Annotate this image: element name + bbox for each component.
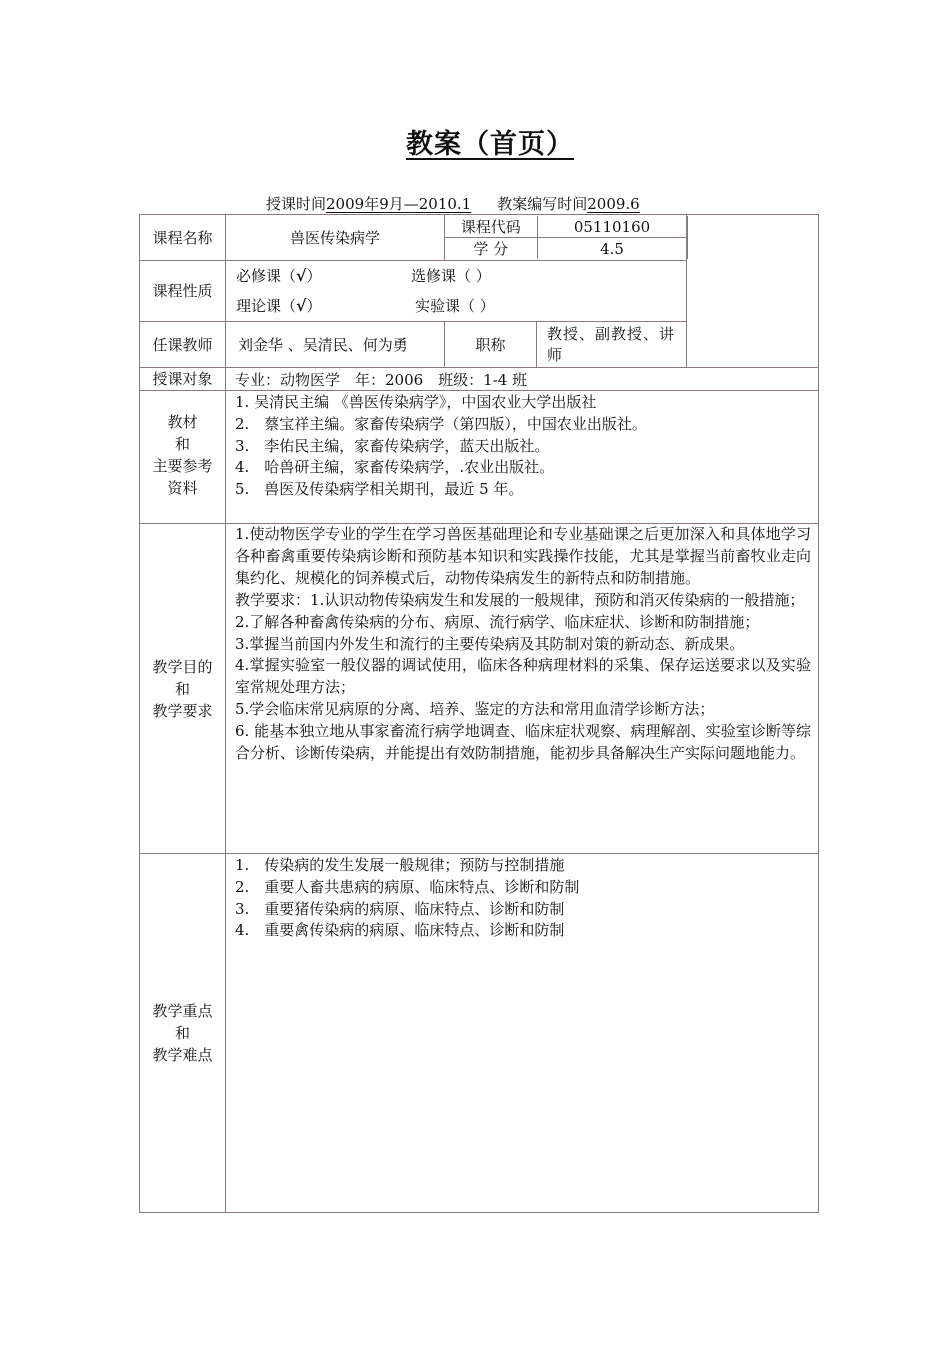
textbooks-label: 教材 和 主要参考 资料 <box>140 391 226 524</box>
rank-value: 教授、副教授、讲师 <box>537 322 687 368</box>
course-row <box>140 215 819 261</box>
audience-label: 授课对象 <box>140 368 226 391</box>
list-item: 2. 重要人畜共患病的病原、临床特点、诊断和防制 <box>235 877 580 896</box>
schedule-line <box>266 193 640 214</box>
list-item: 1. 传染病的发生发展一般规律；预防与控制措施 <box>235 856 565 874</box>
list-item: 4. 重要禽传染病的病原、临床特点、诊断和防制 <box>235 921 565 940</box>
course-code-credit <box>445 215 687 261</box>
keypoints-row <box>140 854 819 1213</box>
objective-paragraph: 1.使动物医学专业的学生在学习兽医基础理论和专业基础课之后更加深入和具体地学习各种畜禽重要传染病诊断和预防基本知识和实践操作技能，尤其是掌握当前畜牧业走向集约化、规模化的饲养模式后，动物传染病发生的新特点和防制措施。 <box>235 525 811 587</box>
time-label: 授课时间 <box>266 195 327 213</box>
course-code-value: 05110160 <box>537 216 687 238</box>
blank-cell <box>687 215 819 368</box>
list-item: 5. 兽医及传染病学相关期刊，最近 5 年。 <box>235 480 524 499</box>
list-item: 2. 蔡宝祥主编。家畜传染病学（第四版），中国农业出版社。 <box>235 414 647 433</box>
textbooks-row <box>140 391 819 524</box>
nature-label: 课程性质 <box>140 261 226 322</box>
list-item: 1. 吴清民主编 《兽医传染病学》，中国农业大学出版社 <box>235 393 597 411</box>
page-title: 教案（首页） <box>406 129 574 160</box>
lesson-plan-table <box>139 214 819 1213</box>
objective-paragraph: 6. 能基本独立地从事家畜流行病学地调查、临床症状观察、病理解剖、实验室诊断等综合分析、诊断传染病，并能提出有效防制措施，能初步具备解决生产实际问题地能力。 <box>235 722 811 763</box>
rank-label: 职称 <box>445 322 537 368</box>
write-label: 教案编写时间 <box>497 195 588 213</box>
keypoints-label: 教学重点 和 教学难点 <box>140 854 226 1213</box>
objectives-label: 教学目的 和 教学要求 <box>140 524 226 854</box>
credit-label: 学 分 <box>445 238 537 260</box>
list-item: 4. 哈兽研主编，家畜传染病学，.农业出版社。 <box>235 458 555 477</box>
teacher-value: 刘金华 、吴清民、何为勇 <box>226 322 445 368</box>
nature-options <box>226 261 687 322</box>
objective-paragraph: 5.学会临床常见病原的分离、培养、鉴定的方法和常用血清学诊断方法； <box>235 700 715 719</box>
audience-value: 专业：动物医学 年：2006 班级：1-4 班 <box>226 368 819 391</box>
textbooks-list <box>226 391 819 524</box>
audience-row <box>140 368 819 391</box>
objective-paragraph: 教学要求：1.认识动物传染病发生和发展的一般规律，预防和消灭传染病的一般措施； <box>235 590 805 609</box>
course-name-value: 兽医传染病学 <box>226 215 445 261</box>
required-course: 必修课（√） <box>236 266 322 285</box>
theory-course: 理论课（√） <box>236 296 322 315</box>
objective-paragraph: 3.掌握当前国内外发生和流行的主要传染病及其防制对策的新动态、新成果。 <box>235 634 745 653</box>
objective-paragraph: 2.了解各种畜禽传染病的分布、病原、流行病学、临床症状、诊断和防制措施； <box>235 612 760 631</box>
elective-course: 选修课（ ） <box>411 267 491 285</box>
lab-course: 实验课（ ） <box>415 297 495 315</box>
list-item: 3. 重要猪传染病的病原、临床特点、诊断和防制 <box>235 899 565 918</box>
time-value: 2009年9月—2010.1 <box>326 195 472 213</box>
objectives-text <box>226 524 819 854</box>
course-name-label: 课程名称 <box>140 215 226 261</box>
objectives-row <box>140 524 819 854</box>
credit-value: 4.5 <box>537 238 687 260</box>
keypoints-list <box>226 854 819 1213</box>
objective-paragraph: 4.掌握实验室一般仪器的调试使用，临床各种病理材料的采集、保存运送要求以及实验室常规处理方法； <box>235 656 811 697</box>
check-icon: √ <box>296 296 307 315</box>
check-icon: √ <box>296 266 307 285</box>
course-code-label: 课程代码 <box>445 216 537 238</box>
write-value: 2009.6 <box>587 195 640 213</box>
list-item: 3. 李佑民主编，家畜传染病学，蓝天出版社。 <box>235 436 550 455</box>
teacher-label: 任课教师 <box>140 322 226 368</box>
